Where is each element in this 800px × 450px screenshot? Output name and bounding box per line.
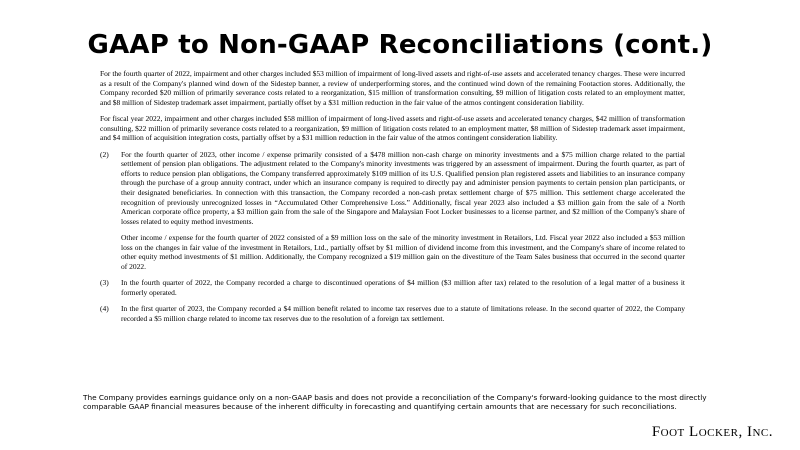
note-text: For the fourth quarter of 2023, other income / expense primarily consisted of a $478 million non-cash charge on minority investments and a $75 million charge related to the partial settlement of pension plan obligations. The adjustment related to the Company's minority investments was triggered by an assessment of impairment. During the fourth quarter, as part of efforts to reduce pension plan obligations, the Company transferred approximately $109 million of its U.S. Qualified pension plan registered assets and liabilities to an insurance company through the purchase of a group annuity contract, under which an insurance company is required to directly pay and administer pension payments to certain pension plan participants, or their designated beneficiaries. In connection with this transaction, the Company recorded a non-cash pretax settlement charge of $75 million. This settlement charge accelerated the recognition of previously unrecognized losses in “Accumulated Other Comprehensive Loss.” Additionally, fiscal year 2023 also included a $3 million gain from the sale of a North American corporate office property, a $3 million gain from the sale of the Singapore and Malaysian Foot Locker businesses to a license partner, and $2 million of the Company's share of losses related to equity method investments.	[121, 149, 685, 226]
note-number: (2)	[100, 149, 109, 159]
note-number: (3)	[100, 278, 109, 288]
foot-locker-logo	[652, 424, 773, 441]
notes-body	[100, 69, 685, 331]
logo-text: Foot Locker, Inc.	[651, 424, 773, 440]
note-3	[100, 278, 685, 297]
paragraph-q4-2022-impairment: For the fourth quarter of 2022, impairment and other charges included $53 million of impairment of long-lived assets and right-of-use assets and accelerated tenancy charges. These were incurred as a result of the Company's planned wind down of the Sidestep banner, a review of underperforming stores, and the continued wind down of the remaining Footaction stores. Additionally, the Company recorded $20 million of primarily severance costs related to a reorganization, $15 million of transformation consulting, $9 million of litigation costs related to an employment matter, and $8 million of Sidestep trademark asset impairment, partially offset by a $31 million reduction in the fair value of the atmos contingent consideration liability.	[100, 69, 685, 107]
note-text: In the first quarter of 2023, the Company recorded a $4 million benefit related to income tax reserves due to a statute of limitations release. In the second quarter of 2022, the Company recorded a $5 million charge related to income tax reserves due to the resolution of a foreign tax settlement.	[121, 304, 685, 324]
note-4	[100, 304, 685, 323]
paragraph-other-income-2022: Other income / expense for the fourth quarter of 2022 consisted of a $9 million loss on the sale of the minority investment in Retailors, Ltd. Fiscal year 2022 also included a $53 million loss on the changes in fair value of the investment in Retailors, Ltd., partially offset by $1 million of dividend income from this investment, and the Company's share of income related to other equity method investments of $1 million. Additionally, the Company recognized a $19 million gain on the divestiture of the Team Sales business that occurred in the second quarter of 2022.	[121, 233, 685, 271]
note-text: In the fourth quarter of 2022, the Company recorded a charge to discontinued operations of $4 million ($3 million after tax) related to the resolution of a legal matter of a business it formerly operated.	[121, 278, 685, 297]
page-title: GAAP to Non-GAAP Reconciliations (cont.)	[87, 30, 713, 60]
paragraph-fy-2022-impairment: For fiscal year 2022, impairment and other charges included $58 million of impairment of long-lived assets and right-of-use assets and accelerated tenancy charges, $42 million of transformation consulting, $22 million of primarily severance costs related to a reorganization, $9 million of litigation costs related to an employment matter, $8 million of Sidestep trademark asset impairment, and $4 million of acquisition integration costs, partially offset by a $31 million reduction in the fair value of the atmos contingent consideration liability.	[100, 114, 685, 143]
note-number: (4)	[100, 304, 109, 314]
note-2	[100, 150, 685, 226]
guidance-disclaimer: The Company provides earnings guidance only on a non-GAAP basis and does not provide a reconciliation of the Company's forward-looking guidance to the most directly comparable GAAP financial measures because of the inherent difficulty in forecasting and quantifying certain amounts that are necessary for such reconciliations.	[83, 393, 707, 411]
